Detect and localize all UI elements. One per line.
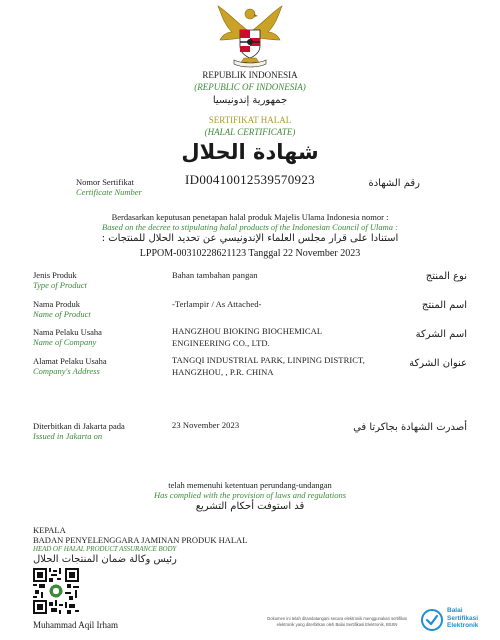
field-company-label-id: Nama Pelaku Usaha [33, 327, 102, 337]
certificate-number-value: ID00410012539570923 [185, 172, 315, 187]
field-company-label-ar: اسم الشركة [415, 329, 467, 340]
certificate-number-label [76, 177, 142, 197]
certificate-number-label-id: Nomor Sertifikat [76, 177, 134, 187]
country-name: REPUBLIK INDONESIA [202, 70, 298, 80]
field-product-label-ar: اسم المنتج [421, 300, 467, 311]
field-company-label-en: Name of Company [33, 337, 97, 347]
field-product-value: -Terlampir / As Attached- [172, 299, 262, 309]
decree-line-en: Based on the decree to stipulating halal products of the Indonesian Council of Ulama : [102, 222, 398, 232]
e-signature-note [252, 616, 422, 628]
compliance-line-id: telah memenuhi ketentuan perundang-undangan [168, 480, 332, 490]
field-product-label-en: Name of Product [33, 309, 91, 319]
garuda-emblem-icon [210, 2, 290, 70]
issued-label-en: Issued in Jakarta on [33, 431, 103, 441]
decree-line-id: Berdasarkan keputusan penetapan halal produk Majelis Ulama Indonesia nomor : [111, 212, 389, 222]
decree-number: LPPOM-00310228621123 Tanggal 22 November 2023 [139, 248, 361, 259]
bsre-logo-icon [420, 608, 444, 632]
qr-code-icon [33, 568, 79, 614]
e-signature-note-line-2: elektronik yang diterbitkan oleh Balai Sertifikasi Elektronik, BSSN [276, 622, 398, 627]
signatory-title-2: BADAN PENYELENGGARA JAMINAN PRODUK HALAL [33, 535, 248, 545]
field-type-value: Bahan tambahan pangan [172, 270, 258, 280]
certificate-number-label-en: Certificate Number [76, 187, 142, 197]
qr-code [33, 568, 79, 614]
field-type-label [33, 270, 87, 290]
signatory-title-ar: رئيس وكالة ضمان المنتجات الحلال [33, 554, 177, 565]
field-product-label-id: Nama Produk [33, 299, 80, 309]
field-type-label-ar: نوع المنتج [425, 271, 467, 282]
issued-date: 23 November 2023 [172, 420, 240, 430]
country-name-en: (REPUBLIC OF INDONESIA) [194, 82, 306, 92]
certificate-title: SERTIFIKAT HALAL [208, 115, 292, 125]
issued-label [33, 421, 125, 441]
decree-line-ar: استنادا على قرار مجلس العلماء الإندونيسي عن تحديد الحلال للمنتجات : [101, 233, 399, 244]
country-name-ar: جمهورية إندونيسيا [212, 95, 288, 106]
signatory-title-en: HEAD OF HALAL PRODUCT ASSURANCE BODY [33, 545, 177, 553]
field-type-label-id: Jenis Produk [33, 270, 77, 280]
issued-label-ar: أصدرت الشهادة بجاكرتا في [353, 422, 467, 433]
bsre-logo [420, 604, 498, 636]
field-type-label-en: Type of Product [33, 280, 87, 290]
field-company-value: HANGZHOU BIOKING BIOCHEMICAL ENGINEERING CO., LTD. [172, 326, 322, 348]
signatory-title-1: KEPALA [33, 525, 66, 535]
certificate-title-en: (HALAL CERTIFICATE) [204, 127, 296, 137]
compliance-line-en: Has complied with the provision of laws and regulations [153, 490, 347, 500]
bsre-name-line-3: Elektronik [447, 622, 479, 629]
compliance-line-ar: قد استوفت أحكام التشريع [195, 501, 305, 512]
field-address-label-ar: عنوان الشركة [409, 358, 467, 369]
bsre-name-line-1: Balai [447, 607, 463, 614]
certificate-title-ar: شهادة الحلال [181, 140, 319, 164]
signatory-name: Muhammad Aqil Irham [33, 620, 118, 630]
field-product-label [33, 299, 91, 319]
e-signature-note-line-1: Dokumen ini telah ditandatangani secara elektronik menggunakan sertifikat [267, 616, 407, 621]
bsre-name [447, 607, 478, 630]
field-address-label-id: Alamat Pelaku Usaha [33, 356, 107, 366]
field-address-label [33, 356, 107, 376]
field-company-label [33, 327, 102, 347]
certificate-number-label-ar: رقم الشهادة [368, 178, 420, 189]
field-address-value: TANGQI INDUSTRIAL PARK, LINPING DISTRICT, HANGZHOU, , P.R. CHINA [172, 355, 365, 377]
garuda-emblem [210, 2, 290, 70]
field-address-label-en: Company's Address [33, 366, 100, 376]
issued-label-id: Diterbitkan di Jakarta pada [33, 421, 125, 431]
bsre-name-line-2: Sertifikasi [447, 614, 479, 622]
